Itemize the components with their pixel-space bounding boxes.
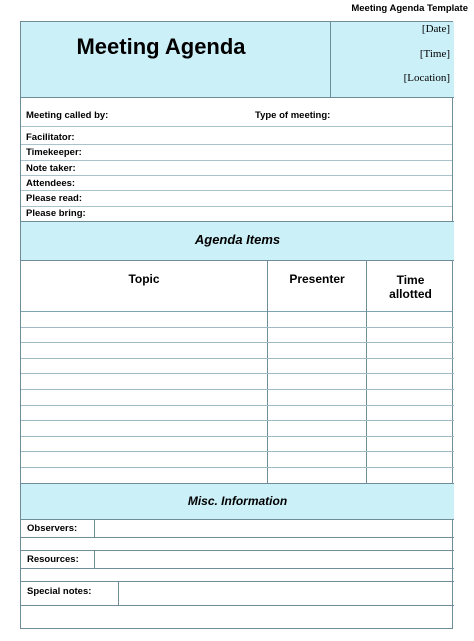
agenda-time-cell[interactable] <box>366 421 454 437</box>
agenda-items-band <box>21 221 454 261</box>
agenda-topic-cell[interactable] <box>21 374 267 390</box>
agenda-time-cell[interactable] <box>366 390 454 406</box>
topic-header: Topic <box>128 272 160 286</box>
divider <box>21 190 452 191</box>
agenda-presenter-cell[interactable] <box>267 406 366 422</box>
agenda-form <box>20 21 453 629</box>
agenda-item-row <box>21 421 454 437</box>
facilitator-label: Facilitator: <box>26 132 75 143</box>
agenda-time-cell[interactable] <box>366 468 454 484</box>
agenda-time-cell[interactable] <box>366 374 454 390</box>
please-bring-label: Please bring: <box>26 208 86 219</box>
agenda-presenter-cell[interactable] <box>267 328 366 344</box>
timekeeper-label: Timekeeper: <box>26 147 82 158</box>
divider <box>21 160 452 161</box>
divider <box>21 175 452 176</box>
agenda-topic-cell[interactable] <box>21 452 267 468</box>
meeting-type-label: Type of meeting: <box>255 110 331 121</box>
agenda-time-cell[interactable] <box>366 406 454 422</box>
divider <box>21 144 452 145</box>
note-taker-label: Note taker: <box>26 163 76 174</box>
agenda-item-row <box>21 468 454 484</box>
agenda-presenter-cell[interactable] <box>267 343 366 359</box>
agenda-topic-cell[interactable] <box>21 312 267 328</box>
agenda-presenter-cell[interactable] <box>267 437 366 453</box>
misc-information-band <box>21 483 454 520</box>
agenda-time-cell[interactable] <box>366 312 454 328</box>
time-allotted-header <box>367 273 454 301</box>
date-field[interactable]: [Date] <box>421 23 450 35</box>
page-title: Meeting Agenda <box>76 34 246 59</box>
agenda-topic-cell[interactable] <box>21 421 267 437</box>
agenda-topic-cell[interactable] <box>21 468 267 484</box>
time-header-line2: allotted <box>389 287 432 301</box>
resources-label: Resources: <box>27 554 79 565</box>
called-by-label: Meeting called by: <box>26 110 109 121</box>
spacer-row <box>21 569 454 582</box>
agenda-presenter-cell[interactable] <box>267 421 366 437</box>
agenda-time-cell[interactable] <box>366 328 454 344</box>
agenda-item-row <box>21 312 454 328</box>
agenda-item-row <box>21 343 454 359</box>
spacer-row <box>21 538 454 551</box>
agenda-presenter-cell[interactable] <box>267 359 366 375</box>
agenda-topic-cell[interactable] <box>21 406 267 422</box>
agenda-presenter-cell[interactable] <box>267 390 366 406</box>
agenda-presenter-cell[interactable] <box>267 468 366 484</box>
title-cell <box>21 22 331 98</box>
agenda-topic-cell[interactable] <box>21 328 267 344</box>
agenda-time-cell[interactable] <box>366 437 454 453</box>
agenda-topic-cell[interactable] <box>21 390 267 406</box>
agenda-topic-cell[interactable] <box>21 343 267 359</box>
observers-row <box>21 520 454 538</box>
time-header-line1: Time <box>396 273 425 287</box>
agenda-time-cell[interactable] <box>366 359 454 375</box>
agenda-presenter-cell[interactable] <box>267 312 366 328</box>
resources-field[interactable] <box>94 551 454 568</box>
resources-row <box>21 551 454 569</box>
divider <box>21 126 452 127</box>
agenda-presenter-cell[interactable] <box>267 374 366 390</box>
agenda-time-cell[interactable] <box>366 343 454 359</box>
please-read-label: Please read: <box>26 193 82 204</box>
agenda-item-row <box>21 328 454 344</box>
special-notes-row <box>21 582 454 606</box>
misc-information-title: Misc. Information <box>187 494 288 508</box>
agenda-topic-cell[interactable] <box>21 359 267 375</box>
agenda-time-cell[interactable] <box>366 452 454 468</box>
location-field[interactable]: [Location] <box>403 72 450 84</box>
observers-field[interactable] <box>94 520 454 537</box>
divider <box>21 206 452 207</box>
agenda-items-title: Agenda Items <box>194 232 281 247</box>
agenda-item-row <box>21 437 454 453</box>
template-label: Meeting Agenda Template <box>351 3 468 14</box>
header-banner <box>21 22 454 98</box>
observers-label: Observers: <box>27 523 78 534</box>
attendees-label: Attendees: <box>26 178 76 189</box>
special-notes-label: Special notes: <box>27 586 92 597</box>
agenda-topic-cell[interactable] <box>21 437 267 453</box>
time-field[interactable]: [Time] <box>419 48 450 60</box>
agenda-presenter-cell[interactable] <box>267 452 366 468</box>
special-notes-field[interactable] <box>118 582 454 605</box>
agenda-item-row <box>21 374 454 390</box>
presenter-header: Presenter <box>289 272 345 286</box>
agenda-item-row <box>21 406 454 422</box>
agenda-item-row <box>21 452 454 468</box>
agenda-item-row <box>21 390 454 406</box>
agenda-item-row <box>21 359 454 375</box>
